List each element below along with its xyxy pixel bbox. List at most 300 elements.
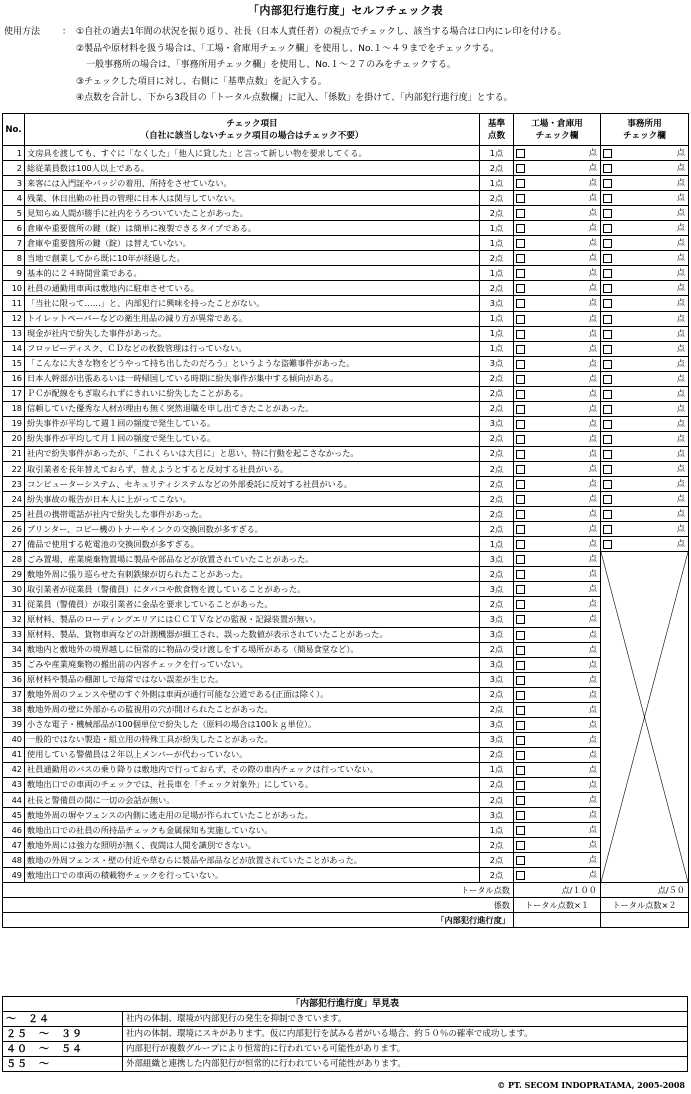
header-factory-line2: チェック欄 xyxy=(535,130,579,141)
quick-text: 内部犯行が複数グループにより恒常的に行われている可能性があります。 xyxy=(123,1042,688,1057)
checkbox[interactable] xyxy=(516,525,525,534)
row-number: 23 xyxy=(3,477,25,492)
row-number: 26 xyxy=(3,522,25,537)
points-unit: 点 xyxy=(676,342,685,353)
factory-check-cell xyxy=(514,386,601,401)
row-number: 31 xyxy=(3,597,25,612)
check-item-text: 信頼していた優秀な人材が理由も無く突然退職を申し出てきたことがあった。 xyxy=(25,401,480,416)
checkbox[interactable] xyxy=(603,480,612,489)
checkbox[interactable] xyxy=(516,330,525,339)
table-row xyxy=(3,627,689,642)
check-item-text: 取引業者を長年替えておらず、替えようとすると反対する社員がいる。 xyxy=(25,461,480,476)
checkbox[interactable] xyxy=(516,209,525,218)
checkbox[interactable] xyxy=(516,600,525,609)
office-check-cell xyxy=(601,507,689,522)
base-points: 2点 xyxy=(480,702,514,717)
base-points: 3点 xyxy=(480,657,514,672)
check-item-text: 敷地出口での車両の積載物チェックを行っていない。 xyxy=(25,868,480,883)
check-item-text: 文房具を渡しても、すぐに「なくした」「他人に貸した」と言って新しい物を要求してくる。 xyxy=(25,146,480,161)
check-item-text: 原材料や製品の棚卸しで毎常ではない誤差が生じた。 xyxy=(25,672,480,687)
office-check-cell xyxy=(601,401,689,416)
row-number: 28 xyxy=(3,552,25,567)
row-number: 16 xyxy=(3,371,25,386)
base-points: 2点 xyxy=(480,371,514,386)
check-item-text: 社員の携帯電話が社内で紛失した事件があった。 xyxy=(25,507,480,522)
check-item-text: 敷地外周の塀やフェンスの内側に逃走用の足場が作られていたことがあった。 xyxy=(25,808,480,823)
table-row xyxy=(3,732,689,747)
base-points: 1点 xyxy=(480,311,514,326)
points-unit: 点 xyxy=(588,733,597,744)
check-item-text: 総従業員数は100人以上である。 xyxy=(25,161,480,176)
points-unit: 点 xyxy=(588,357,597,368)
base-points: 1点 xyxy=(480,823,514,838)
check-item-text: 敷地外周には強力な照明が無く、夜間は人間を識別できない。 xyxy=(25,838,480,853)
row-number: 12 xyxy=(3,311,25,326)
factory-check-cell xyxy=(514,477,601,492)
check-item-text: 原材料、製品のローディングエリアにはＣＣＴＶなどの監視・記録装置が無い。 xyxy=(25,612,480,627)
points-unit: 点 xyxy=(588,703,597,714)
table-row xyxy=(3,371,689,386)
checkbox[interactable] xyxy=(516,194,525,203)
checkbox[interactable] xyxy=(516,390,525,399)
base-points: 2点 xyxy=(480,477,514,492)
factory-check-cell xyxy=(514,552,601,567)
points-unit: 点 xyxy=(588,297,597,308)
points-unit: 点 xyxy=(588,553,597,564)
checkbox[interactable] xyxy=(516,254,525,263)
factory-check-cell xyxy=(514,401,601,416)
office-check-cell xyxy=(601,191,689,206)
row-number: 3 xyxy=(3,176,25,191)
checkbox[interactable] xyxy=(603,390,612,399)
factory-check-cell xyxy=(514,567,601,582)
row-number: 25 xyxy=(3,507,25,522)
office-check-cell xyxy=(601,266,689,281)
checkbox[interactable] xyxy=(603,164,612,173)
checkbox[interactable] xyxy=(603,239,612,248)
factory-check-cell xyxy=(514,793,601,808)
row-number: 24 xyxy=(3,492,25,507)
points-unit: 点 xyxy=(676,297,685,308)
row-number: 49 xyxy=(3,868,25,883)
table-row xyxy=(3,206,689,221)
row-number: 5 xyxy=(3,206,25,221)
base-points: 2点 xyxy=(480,597,514,612)
row-number: 38 xyxy=(3,702,25,717)
points-unit: 点 xyxy=(588,222,597,233)
points-unit: 点 xyxy=(588,598,597,609)
checkbox[interactable] xyxy=(603,510,612,519)
row-number: 34 xyxy=(3,642,25,657)
points-unit: 点 xyxy=(588,177,597,188)
factory-check-cell xyxy=(514,612,601,627)
checkbox[interactable] xyxy=(516,841,525,850)
row-number: 8 xyxy=(3,251,25,266)
row-number: 30 xyxy=(3,582,25,597)
row-number: 14 xyxy=(3,341,25,356)
page-title: 「内部犯行進行度」セルフチェック表 xyxy=(247,4,444,17)
checkbox[interactable] xyxy=(516,736,525,745)
office-check-cell xyxy=(601,537,689,552)
base-points: 2点 xyxy=(480,793,514,808)
row-number: 42 xyxy=(3,762,25,777)
checkbox[interactable] xyxy=(516,796,525,805)
factory-check-cell xyxy=(514,702,601,717)
base-points: 3点 xyxy=(480,296,514,311)
table-row xyxy=(3,808,689,823)
points-unit: 点 xyxy=(588,312,597,323)
table-row xyxy=(3,853,689,868)
points-unit: 点 xyxy=(588,658,597,669)
checkbox[interactable] xyxy=(516,284,525,293)
checkbox[interactable] xyxy=(603,194,612,203)
check-item-text: 小さな電子・機械部品が100個単位で紛失した（原料の場合は100ｋｇ単位）。 xyxy=(25,717,480,732)
header-item-line2: （自社に該当しないチェック項目の場合はチェック不要） xyxy=(140,130,364,141)
points-unit: 点 xyxy=(588,869,597,880)
office-check-cell xyxy=(601,431,689,446)
checkbox[interactable] xyxy=(516,781,525,790)
factory-check-cell xyxy=(514,823,601,838)
row-number: 29 xyxy=(3,567,25,582)
checkbox[interactable] xyxy=(603,299,612,308)
row-number: 9 xyxy=(3,266,25,281)
checkbox[interactable] xyxy=(516,435,525,444)
header-no: No. xyxy=(3,114,25,146)
check-item-text: 紛失事件が平均して週１回の頻度で発生している。 xyxy=(25,416,480,431)
checkbox[interactable] xyxy=(516,721,525,730)
office-check-cell xyxy=(601,161,689,176)
usage-colon: ： xyxy=(62,27,72,37)
checkbox[interactable] xyxy=(603,179,612,188)
points-unit: 点 xyxy=(676,312,685,323)
checkbox[interactable] xyxy=(603,209,612,218)
factory-check-cell xyxy=(514,853,601,868)
points-unit: 点 xyxy=(588,673,597,684)
office-check-cell xyxy=(601,341,689,356)
office-check-cell xyxy=(601,326,689,341)
checkbox[interactable] xyxy=(603,330,612,339)
office-check-cell xyxy=(601,492,689,507)
factory-check-cell xyxy=(514,341,601,356)
checkbox[interactable] xyxy=(516,661,525,670)
check-item-text: 一般的ではない製造・組立用の特殊工具が紛失したことがあった。 xyxy=(25,732,480,747)
checkbox[interactable] xyxy=(516,269,525,278)
checkbox[interactable] xyxy=(603,254,612,263)
checkbox[interactable] xyxy=(516,570,525,579)
base-points: 3点 xyxy=(480,717,514,732)
checkbox[interactable] xyxy=(516,615,525,624)
points-unit: 点 xyxy=(588,447,597,458)
header-item xyxy=(25,114,480,146)
points-unit: 点 xyxy=(588,432,597,443)
base-points: 1点 xyxy=(480,221,514,236)
points-unit: 点 xyxy=(588,839,597,850)
checkbox[interactable] xyxy=(516,299,525,308)
checkbox[interactable] xyxy=(516,164,525,173)
row-number: 6 xyxy=(3,221,25,236)
points-unit: 点 xyxy=(588,342,597,353)
checkbox[interactable] xyxy=(516,811,525,820)
checkbox[interactable] xyxy=(603,224,612,233)
table-row xyxy=(3,492,689,507)
quick-range: ４０ ～ ５４ xyxy=(3,1042,123,1057)
checkbox[interactable] xyxy=(603,405,612,414)
usage-line: ④点数を合計し、下から3段目の「トータル点数欄」に記入、「係数」を掛けて、「内部犯行進行度」とする。 xyxy=(76,93,513,103)
row-number: 21 xyxy=(3,446,25,461)
checkbox[interactable] xyxy=(516,856,525,865)
check-item-text: 敷地外周に張り巡らせた有刺鉄線が切られたことがあった。 xyxy=(25,567,480,582)
points-unit: 点 xyxy=(588,538,597,549)
checkbox[interactable] xyxy=(603,269,612,278)
factory-check-cell xyxy=(514,492,601,507)
factory-check-cell xyxy=(514,461,601,476)
factory-check-cell xyxy=(514,446,601,461)
points-unit: 点 xyxy=(676,282,685,293)
checkbox[interactable] xyxy=(516,676,525,685)
points-unit: 点 xyxy=(676,237,685,248)
table-row xyxy=(3,657,689,672)
base-points: 1点 xyxy=(480,537,514,552)
quick-range: ５５ ～ xyxy=(3,1057,123,1072)
factory-check-cell xyxy=(514,732,601,747)
checkbox[interactable] xyxy=(603,525,612,534)
check-item-text: 紛失事件が平均して月１回の頻度で発生している。 xyxy=(25,431,480,446)
base-points: 3点 xyxy=(480,552,514,567)
checkbox[interactable] xyxy=(516,691,525,700)
checkbox[interactable] xyxy=(516,706,525,715)
office-check-cell xyxy=(601,296,689,311)
base-points: 3点 xyxy=(480,732,514,747)
points-unit: 点 xyxy=(676,478,685,489)
progress-label: 「内部犯行進行度」 xyxy=(3,913,514,928)
points-unit: 点 xyxy=(588,252,597,263)
checkbox[interactable] xyxy=(516,450,525,459)
checkbox[interactable] xyxy=(516,510,525,519)
points-unit: 点 xyxy=(676,493,685,504)
check-item-text: 来客には入門証やバッジの着用、所持をさせていない。 xyxy=(25,176,480,191)
table-row xyxy=(3,777,689,792)
points-unit: 点 xyxy=(676,402,685,413)
check-item-text: 残業、休日出勤の社員の管理に日本人は関与していない。 xyxy=(25,191,480,206)
checkbox[interactable] xyxy=(603,495,612,504)
base-points: 3点 xyxy=(480,356,514,371)
points-unit: 点 xyxy=(676,192,685,203)
header-office-line1: 事務所用 xyxy=(627,118,662,129)
points-unit: 点 xyxy=(588,508,597,519)
checkbox[interactable] xyxy=(516,631,525,640)
quick-reference-title: 「内部犯行進行度」早見表 xyxy=(3,997,688,1012)
points-unit: 点 xyxy=(588,478,597,489)
row-number: 48 xyxy=(3,853,25,868)
coefficient-factory: トータル点数×１ xyxy=(514,898,601,913)
base-points: 3点 xyxy=(480,612,514,627)
check-item-text: 敷地外周の壁に外部からの監視用の穴が開けられたことがあった。 xyxy=(25,702,480,717)
table-row xyxy=(3,597,689,612)
quick-text: 外部組織と連携した内部犯行が恒常的に行われている可能性があります。 xyxy=(123,1057,688,1072)
checkbox[interactable] xyxy=(603,375,612,384)
check-item-text: 敷地出口での社員の所持品チェックも金属探知も実施していない。 xyxy=(25,823,480,838)
factory-check-cell xyxy=(514,868,601,883)
table-row xyxy=(3,461,689,476)
total-label: トータル点数 xyxy=(3,883,514,898)
points-unit: 点 xyxy=(676,462,685,473)
checkbox[interactable] xyxy=(603,315,612,324)
points-unit: 点 xyxy=(676,508,685,519)
table-row xyxy=(3,582,689,597)
check-item-text: ごみや産業廃棄物の搬出前の内容チェックを行っていない。 xyxy=(25,657,480,672)
checkbox[interactable] xyxy=(516,766,525,775)
checkbox[interactable] xyxy=(516,345,525,354)
usage-label: 使用方法 xyxy=(4,27,41,37)
checkbox[interactable] xyxy=(603,420,612,429)
usage-lines xyxy=(76,24,567,107)
row-number: 41 xyxy=(3,747,25,762)
checkbox[interactable] xyxy=(516,871,525,880)
factory-check-cell xyxy=(514,762,601,777)
usage-line: ②製品や原材料を扱う場合は、「工場・倉庫用チェック欄」を使用し、No.１～４９までをチェックする。 xyxy=(76,43,499,54)
base-points: 2点 xyxy=(480,206,514,221)
total-office-field[interactable]: 点/５０ xyxy=(601,883,689,898)
progress-office-field[interactable] xyxy=(601,913,689,928)
points-unit: 点 xyxy=(676,222,685,233)
row-number: 10 xyxy=(3,281,25,296)
factory-check-cell xyxy=(514,161,601,176)
office-check-cell xyxy=(601,311,689,326)
factory-check-cell xyxy=(514,507,601,522)
checkbox[interactable] xyxy=(603,360,612,369)
checkbox[interactable] xyxy=(603,345,612,354)
row-number: 20 xyxy=(3,431,25,446)
row-number: 40 xyxy=(3,732,25,747)
office-check-cell xyxy=(601,386,689,401)
check-item-text: 原材料、製品、貨物車両などの計測機器が細工され、誤った数値が表示されていたことがあった。 xyxy=(25,627,480,642)
checkbox[interactable] xyxy=(516,405,525,414)
table-row xyxy=(3,537,689,552)
points-unit: 点 xyxy=(588,402,597,413)
factory-check-cell xyxy=(514,627,601,642)
base-points: 1点 xyxy=(480,146,514,161)
checkbox[interactable] xyxy=(516,239,525,248)
factory-check-cell xyxy=(514,236,601,251)
row-number: 35 xyxy=(3,657,25,672)
checkbox[interactable] xyxy=(516,465,525,474)
base-points: 2点 xyxy=(480,461,514,476)
checkbox[interactable] xyxy=(516,646,525,655)
usage-line: 一般事務所の場合は、「事務所用チェック欄」を使用し、No.１～２７のみをチェックする。 xyxy=(86,60,456,70)
check-item-text: 社員の通勤用車両は敷地内に駐車させている。 xyxy=(25,281,480,296)
points-unit: 点 xyxy=(588,192,597,203)
points-unit: 点 xyxy=(588,628,597,639)
points-unit: 点 xyxy=(676,357,685,368)
checkbox[interactable] xyxy=(516,555,525,564)
factory-check-cell xyxy=(514,416,601,431)
checkbox[interactable] xyxy=(603,435,612,444)
checkbox[interactable] xyxy=(603,284,612,293)
office-check-cell xyxy=(601,206,689,221)
table-row xyxy=(3,356,689,371)
base-points: 1点 xyxy=(480,762,514,777)
checkbox[interactable] xyxy=(516,495,525,504)
table-row xyxy=(3,823,689,838)
check-item-text: トイレットペーパーなどの衛生用品の減り方が異常である。 xyxy=(25,311,480,326)
points-unit: 点 xyxy=(676,538,685,549)
checkbox[interactable] xyxy=(516,585,525,594)
check-item-text: 倉庫や重要箇所の鍵（錠）は簡単に複製できるタイプである。 xyxy=(25,221,480,236)
factory-check-cell xyxy=(514,281,601,296)
points-unit: 点 xyxy=(676,387,685,398)
checkbox[interactable] xyxy=(603,149,612,158)
checkbox[interactable] xyxy=(516,179,525,188)
office-check-cell xyxy=(601,522,689,537)
table-row xyxy=(3,717,689,732)
checkbox[interactable] xyxy=(516,480,525,489)
check-item-text: 使用している警備員は２年以上メンバーが代わっていない。 xyxy=(25,747,480,762)
table-row xyxy=(3,687,689,702)
table-row xyxy=(3,416,689,431)
check-item-text: 取引業者が従業員（警備員）にタバコや飲食物を渡していることがあった。 xyxy=(25,582,480,597)
checkbox[interactable] xyxy=(516,315,525,324)
factory-check-cell xyxy=(514,176,601,191)
base-points: 2点 xyxy=(480,431,514,446)
table-row xyxy=(3,747,689,762)
points-unit: 点 xyxy=(588,237,597,248)
checkbox[interactable] xyxy=(516,540,525,549)
base-points: 2点 xyxy=(480,191,514,206)
checkbox[interactable] xyxy=(516,420,525,429)
header-factory-line1: 工場・倉庫用 xyxy=(531,118,583,129)
row-number: 4 xyxy=(3,191,25,206)
office-check-cell xyxy=(601,371,689,386)
factory-check-cell xyxy=(514,266,601,281)
checkbox[interactable] xyxy=(603,540,612,549)
points-unit: 点 xyxy=(588,809,597,820)
check-item-text: 日本人幹部が出張あるいは一時帰国している時期に紛失事件が集中する傾向がある。 xyxy=(25,371,480,386)
checkbox[interactable] xyxy=(516,826,525,835)
checkbox[interactable] xyxy=(603,465,612,474)
points-unit: 点 xyxy=(588,207,597,218)
checkbox[interactable] xyxy=(516,224,525,233)
table-row xyxy=(3,702,689,717)
factory-check-cell xyxy=(514,371,601,386)
points-unit: 点 xyxy=(588,778,597,789)
table-row xyxy=(3,642,689,657)
office-not-applicable-cross xyxy=(601,552,689,883)
points-unit: 点 xyxy=(676,447,685,458)
checkbox[interactable] xyxy=(603,450,612,459)
points-unit: 点 xyxy=(588,568,597,579)
checkbox[interactable] xyxy=(516,375,525,384)
table-row xyxy=(3,446,689,461)
usage-line: ①自社の過去1年間の状況を振り返り、社長（日本人責任者）の視点でチェックし、該当する場合は口内にレ印を付ける。 xyxy=(76,27,567,37)
total-factory-field[interactable]: 点/１００ xyxy=(514,883,601,898)
table-row xyxy=(3,612,689,627)
checkbox[interactable] xyxy=(516,149,525,158)
checkbox[interactable] xyxy=(516,360,525,369)
check-item-text: コンピューターシステム、セキュリティシステムなどの外部委託に反対する社員がいる。 xyxy=(25,477,480,492)
progress-factory-field[interactable] xyxy=(514,913,601,928)
checkbox[interactable] xyxy=(516,751,525,760)
check-item-text: 当地で創業してから既に10年が経過した。 xyxy=(25,251,480,266)
header-factory-check xyxy=(514,114,601,146)
points-unit: 点 xyxy=(676,327,685,338)
table-row xyxy=(3,236,689,251)
row-number: 15 xyxy=(3,356,25,371)
factory-check-cell xyxy=(514,326,601,341)
header-office-line2: チェック欄 xyxy=(623,130,666,141)
office-check-cell xyxy=(601,477,689,492)
factory-check-cell xyxy=(514,522,601,537)
usage-line: ③チェックした項目に対し、右側に「基準点数」を記入する。 xyxy=(76,76,327,87)
